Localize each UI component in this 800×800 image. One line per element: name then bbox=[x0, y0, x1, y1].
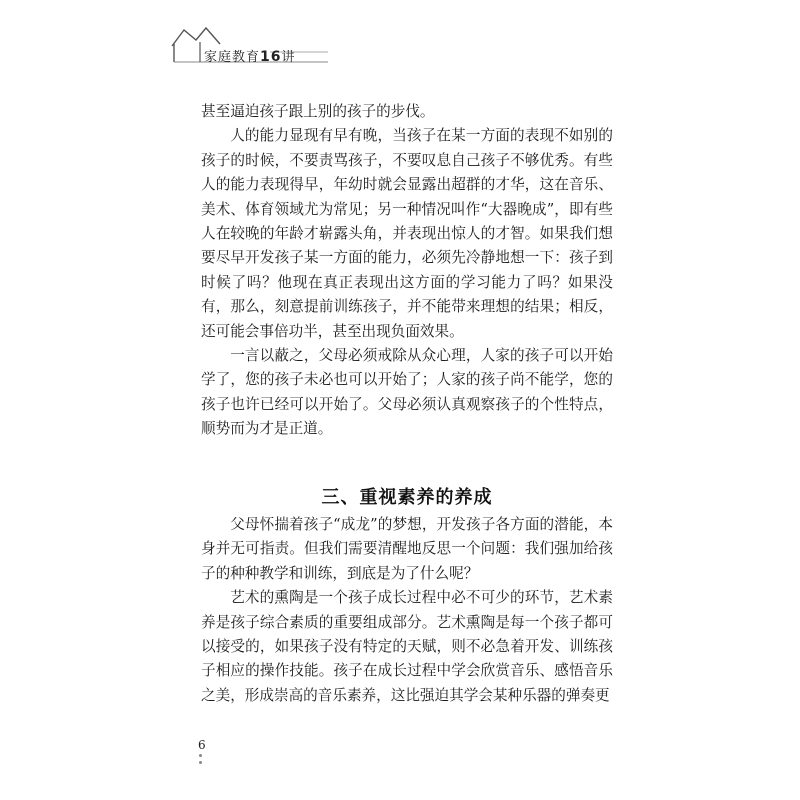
dot bbox=[199, 754, 202, 757]
body-text-section-a bbox=[201, 100, 613, 442]
dot bbox=[199, 761, 202, 764]
header-title-prefix: 家庭教育 bbox=[204, 50, 261, 65]
running-header bbox=[170, 22, 330, 65]
paragraph: 甚至逼迫孩子跟上别的孩子的步伐。 bbox=[201, 103, 435, 120]
header-title-number: 16 bbox=[260, 49, 282, 65]
header-title bbox=[204, 46, 296, 65]
paragraph: 父母怀揣着孩子“成龙”的梦想，开发孩子各方面的潜能，本身并无可指责。但我们需要清醒地反思一个问题：我们强加给孩子的种种教学和训练，到底是为了什么呢？ bbox=[201, 516, 613, 582]
paragraph: 艺术的熏陶是一个孩子成长过程中必不可少的环节，艺术素养是孩子综合素质的重要组成部分。艺术熏陶是每一个孩子都可以接受的，如果孩子没有特定的天赋，则不必急着开发、训练孩子相应的操作技能。孩子在成长过程中学会欣赏音乐、感悟音乐之美，形成崇高的音乐素养，这比强迫其学会某种乐器的弹奏更 bbox=[201, 589, 613, 704]
paragraph: 一言以蔽之，父母必须戒除从众心理，人家的孩子可以开始学了，您的孩子未必也可以开始了；人家的孩子尚不能学，您的孩子也许已经可以开始了。父母必须认真观察孩子的个性特点，顺势而为才是正道。 bbox=[201, 347, 613, 438]
section-heading: 三、重视素养的养成 bbox=[321, 487, 493, 508]
body-text-section-b bbox=[201, 513, 613, 708]
page-dots-decoration bbox=[199, 754, 202, 768]
paragraph: 人的能力显现有早有晚，当孩子在某一方面的表现不如别的孩子的时候，不要责骂孩子，不要叹息自己孩子不够优秀。有些人的能力表现得早，年幼时就会显露出超群的才华，这在音乐、美术、体育领域尤为常见；另一种情况叫作“大器晚成”，即有些人在较晚的年龄才崭露头角，并表现出惊人的才智。如果我们想要尽早开发孩子某一方面的能力，必须先冷静地想一下：孩子到时候了吗？他现在真正表现出这方面的学习能力了吗？如果没有，那么，刻意提前训练孩子，并不能带来理想的结果；相反，还可能会事倍功半，甚至出现负面效果。 bbox=[201, 127, 613, 340]
header-title-suffix: 讲 bbox=[281, 50, 296, 65]
page-number: 6 bbox=[198, 738, 206, 752]
